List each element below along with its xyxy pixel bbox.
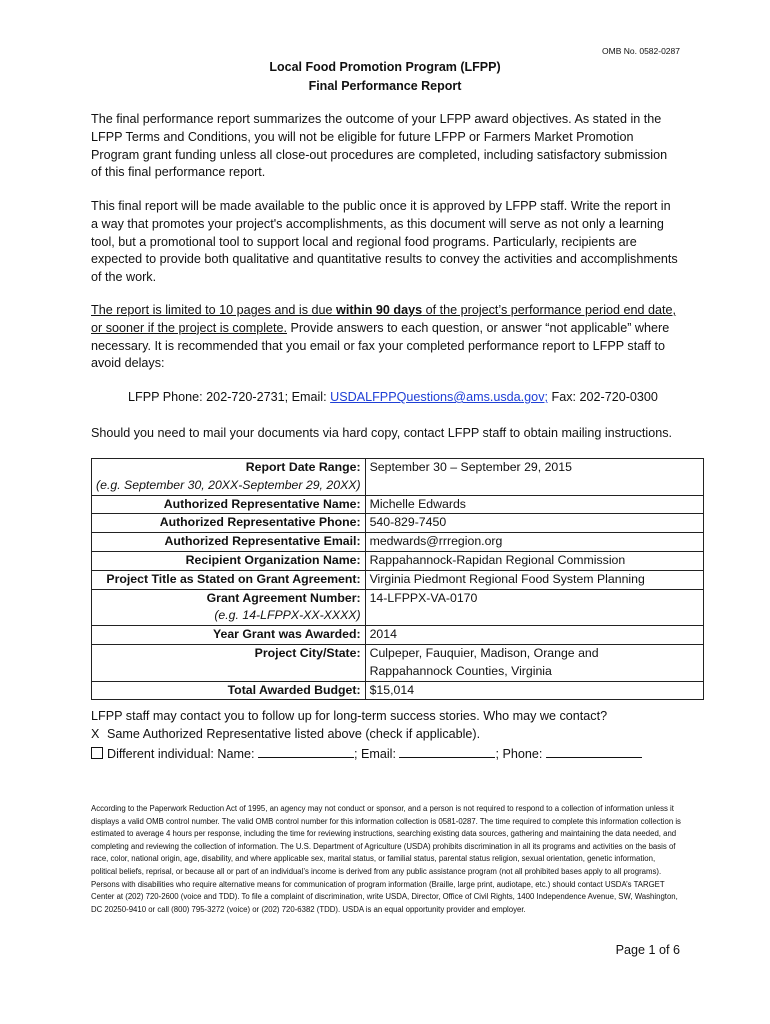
- due-days-bold: within 90 days: [336, 303, 423, 317]
- budget-value[interactable]: $15,014: [365, 681, 703, 700]
- page-limit-paragraph: [91, 302, 681, 373]
- document-title: Local Food Promotion Program (LFPP): [269, 60, 501, 74]
- project-city-line1: Culpeper, Fauquier, Madison, Orange and: [369, 645, 599, 660]
- different-individual-text: Different individual: Name:: [107, 747, 258, 761]
- public-report-paragraph: This final report will be made available to the public once it is approved by LFPP staff. Write the report in a way that promotes your project's accomplishments, as this document will serve as not only a learning tool, but a promotional tool to support local and regional food programs. Particularly, recipients are expected to provide both qualitative and quantitative results to convey the activities and accomplishments of the work.: [91, 199, 678, 285]
- table-row: [92, 570, 704, 589]
- lfpp-phone: LFPP Phone: 202-720-2731; Email:: [128, 390, 331, 404]
- rep-name-value[interactable]: Michelle Edwards: [365, 495, 703, 514]
- table-row: [92, 514, 704, 533]
- paperwork-reduction-notice: According to the Paperwork Reduction Act of 1995, an agency may not conduct or sponsor, and a person is not required to respond to a collection of information unless it displays a valid OMB control number. The valid OMB control number for this information collection is 0581-0287. The time required to complete this information collection is estimated to average 4 hours per response, including the time for reviewing instructions, searching existing data sources, gathering and maintaining the data needed, and completing and reviewing the collection of information. The U.S. Department of Agriculture (USDA) prohibits discrimination in all its programs and activities on the basis of race, color, national origin, age, disability, and where applicable sex, marital status, or familial status, parental status religion, sexual orientation, genetic information, political beliefs, reprisal, or because all or part of an individual’s income is derived from any public assistance program (not all prohibited bases apply to all programs). Persons with disabilities who require alternative means for communication of program information (Braille, large print, audiotape, etc.) should contact USDA’s TARGET Center at (202) 720-2600 (voice and TDD). To file a complaint of discrimination, write USDA, Director, Office of Civil Rights, 1400 Independence Avenue, SW, Washington, DC 20250-9410 or call (800) 795-3272 (voice) or (202) 720-6382 (TDD). USDA is an equal opportunity provider and employer.: [91, 804, 681, 914]
- followup-option-different: [91, 745, 642, 761]
- report-date-hint: (e.g. September 30, 20XX-September 29, 20XX): [96, 477, 361, 492]
- grant-number-hint: (e.g. 14-LFPPX-XX-XXXX): [214, 608, 361, 623]
- same-rep-text: Same Authorized Representative listed above (check if applicable).: [107, 727, 481, 741]
- table-row: [92, 551, 704, 570]
- contact-email-field[interactable]: [399, 745, 495, 758]
- rep-email-value[interactable]: medwards@rrregion.org: [365, 533, 703, 552]
- project-title-value[interactable]: Virginia Piedmont Regional Food System Planning: [365, 570, 703, 589]
- org-name-label: Recipient Organization Name:: [185, 552, 361, 567]
- project-city-line2: Rappahannock Counties, Virginia: [369, 663, 552, 678]
- followup-question: LFPP staff may contact you to follow up for long-term success stories. Who may we contact?: [91, 709, 608, 723]
- report-date-label-cell: [92, 459, 366, 496]
- year-awarded-label: Year Grant was Awarded:: [212, 627, 361, 642]
- grant-info-table: [91, 458, 704, 700]
- different-individual-checkbox[interactable]: [91, 747, 103, 759]
- report-date-value[interactable]: September 30 – September 29, 2015: [365, 459, 703, 496]
- org-name-value[interactable]: Rappahannock-Rapidan Regional Commission: [365, 551, 703, 570]
- table-row: [92, 495, 704, 514]
- lfpp-email-link[interactable]: USDALFPPQuestions@ams.usda.gov;: [330, 390, 548, 404]
- project-city-value[interactable]: [365, 644, 703, 681]
- intro-paragraph: The final performance report summarizes the outcome of your LFPP award objectives. As stated in the LFPP Terms and Conditions, you will not be eligible for future LFPP or Farmers Market Promotion Program grant funding unless all close-out procedures are completed, including satisfactory submission of this final performance report.: [91, 112, 668, 180]
- project-city-label: Project City/State:: [254, 645, 361, 660]
- report-date-label: Report Date Range:: [245, 460, 361, 474]
- table-row: [92, 533, 704, 552]
- rep-phone-value[interactable]: 540-829-7450: [365, 514, 703, 533]
- same-rep-checkmark[interactable]: X: [91, 727, 100, 741]
- table-row: [92, 644, 704, 681]
- rep-email-label: Authorized Representative Email:: [164, 534, 361, 549]
- grant-number-label: Grant Agreement Number:: [206, 590, 361, 605]
- table-row: [92, 589, 704, 626]
- table-row: [92, 459, 704, 496]
- rep-phone-label: Authorized Representative Phone:: [159, 515, 361, 530]
- year-awarded-value[interactable]: 2014: [365, 626, 703, 645]
- project-title-label: Project Title as Stated on Grant Agreement:: [106, 571, 361, 586]
- lfpp-fax: Fax: 202-720-0300: [548, 390, 658, 404]
- contact-phone-field[interactable]: [546, 745, 642, 758]
- rep-name-label: Authorized Representative Name:: [163, 496, 361, 511]
- document-subtitle: Final Performance Report: [308, 79, 462, 93]
- contact-email-label: ; Email:: [353, 747, 400, 761]
- followup-option-same[interactable]: [91, 727, 480, 741]
- budget-label: Total Awarded Budget:: [227, 682, 361, 697]
- limit-text-underlined: The report is limited to 10 pages and is due: [91, 303, 337, 317]
- table-row: [92, 626, 704, 645]
- table-row: [92, 681, 704, 700]
- grant-number-value[interactable]: 14-LFPPX-VA-0170: [365, 589, 703, 626]
- contact-name-field[interactable]: [258, 745, 354, 758]
- limit-text-rest: Provide answers to each question, or answer “not applicable” where necessary. It is recommended that you email or fax your completed performance report to LFPP staff to avoid delays:: [91, 320, 670, 371]
- mail-instructions: Should you need to mail your documents via hard copy, contact LFPP staff to obtain mailing instructions.: [91, 426, 673, 440]
- omb-number: OMB No. 0582-0287: [602, 46, 680, 56]
- contact-phone-label: ; Phone:: [495, 747, 546, 761]
- limit-text-underlined-end: of the project’s performance period end date, or sooner if the project is complete.: [91, 303, 677, 335]
- page-number: Page 1 of 6: [615, 943, 680, 957]
- lfpp-contact-line: [128, 390, 658, 404]
